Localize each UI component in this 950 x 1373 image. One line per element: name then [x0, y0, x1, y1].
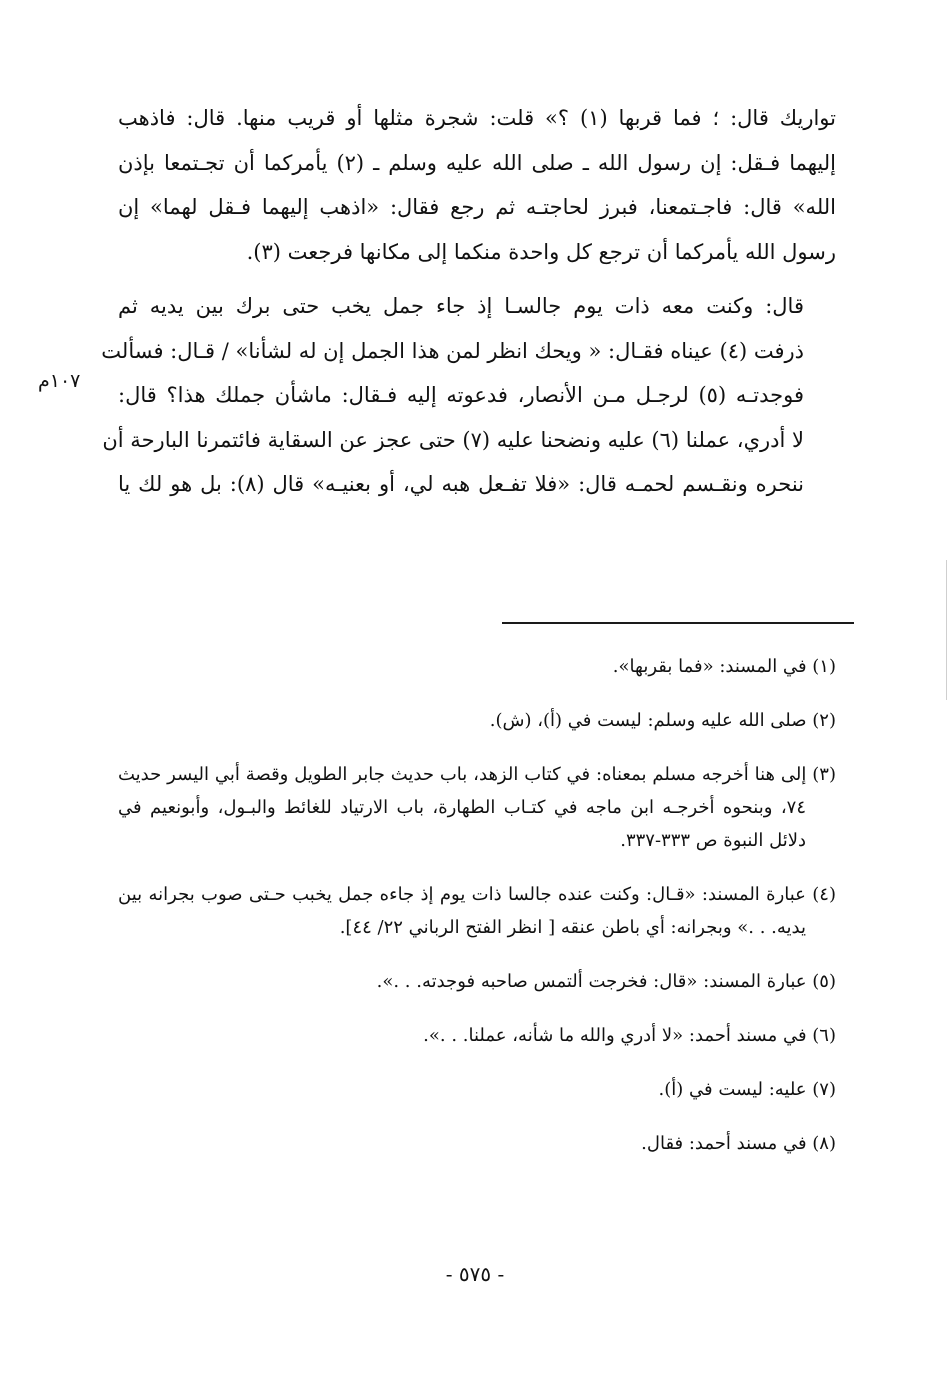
footnote-3: [118, 758, 836, 857]
text-line: إليهما فـقل: إن رسول الله ـ صلى الله عليه وسلم ـ (٢) يأمركما أن تجـتمعا بإذن: [118, 150, 836, 175]
text-line: فوجدتـه (٥) لرجـل مـن الأنصار، فدعوته إليه فـقال: ماشأن جملك هذا؟ قال:: [118, 383, 805, 407]
footnote-8: [118, 1127, 836, 1160]
footnote-4: [118, 878, 836, 944]
footnote-line: ٧٤، وبنحوه أخرجـه ابن ماجه في كتـاب الطهارة، باب الارتياد للغائط والبـول، وأبونعيم في: [118, 797, 806, 818]
footnote-line: (٨) في مسند أحمد: فقال.: [641, 1133, 836, 1154]
footnote-line: (٢) صلى الله عليه وسلم: ليست في (أ)، (ش).: [489, 710, 836, 731]
footnote-line: (٦) في مسند أحمد: «لا أدري والله ما شأنه، عملنا. . .».: [423, 1025, 836, 1046]
footnote-1: [118, 650, 836, 683]
text-line: ذرفت (٤) عيناه فقـال: « ويحك انظر لمن هذا الجمل إن له لشأنا» / قـال: فسألت: [101, 338, 804, 363]
footnote-2: [118, 704, 836, 737]
footnote-line: (٥) عبارة المسند: «قال: فخرجت ألتمس صاحبه فوجدته. . .».: [376, 971, 836, 992]
text-line: رسول الله يأمركما أن ترجع كل واحدة منكما إلى مكانها فرجعت (٣).: [246, 239, 836, 264]
text-line: لا أدري، عملنا (٦) عليه ونضحنا عليه (٧) حتى عجز عن السقاية فائتمرنا البارحة أن: [102, 427, 804, 452]
main-text: [101, 96, 837, 507]
page-number: - ٥٧٥ -: [445, 1262, 505, 1286]
footnote-5: [118, 965, 836, 998]
margin-folio-note: ١٠٧م: [38, 370, 81, 392]
footnote-separator: [502, 622, 854, 624]
footnote-6: [118, 1019, 836, 1052]
scan-edge-mark: [946, 560, 947, 700]
footnote-line: (٣) إلى هنا أخرجه مسلم بمعناه: في كتاب الزهد، باب حديث جابر الطويل وقصة أبي اليسر حديث: [118, 764, 836, 785]
paragraph-1: [118, 96, 836, 274]
text-line: ننحره ونقـسم لحمـه قال: «فلا تفـعل هبه لي، أو بعنيـه» قال (٨): بل هو لك يا: [118, 472, 804, 496]
footnote-7: [118, 1073, 836, 1106]
footnote-line: دلائل النبوة ص ٣٣٣-٣٣٧.: [620, 830, 806, 851]
footnote-line: (٤) عبارة المسند: «قـال: وكنت عنده جالسا ذات يوم إذ جاءه جمل يخبب حـتى صوب بجرانه بين: [118, 884, 836, 905]
paragraph-2: [101, 284, 836, 507]
text-line: قال: وكنت معه ذات يوم جالسـا إذ جاء جمل يخب حتى برك بين يديه ثم: [118, 294, 804, 318]
text-line: الله» قال: فاجـتمعنا، فبرز لحاجتـه ثم رجع فقال: «اذهب إليهما فـقل لهما» إن: [118, 195, 836, 219]
footnote-line: (٧) عليه: ليست في (أ).: [658, 1079, 836, 1100]
footnotes: [118, 650, 836, 1181]
footnote-line: (١) في المسند: «فما بقربها».: [612, 656, 836, 677]
footnote-line: يديه. . .» وبجرانه: أي باطن عنقه [ انظر الفتح الرباني ٢٢/ ٤٤].: [339, 917, 806, 938]
text-line: تواريك قال: ؛ فما قربها (١) ؟» قلت: شجرة مثلها أو قريب منها. قال: فاذهب: [118, 106, 837, 130]
